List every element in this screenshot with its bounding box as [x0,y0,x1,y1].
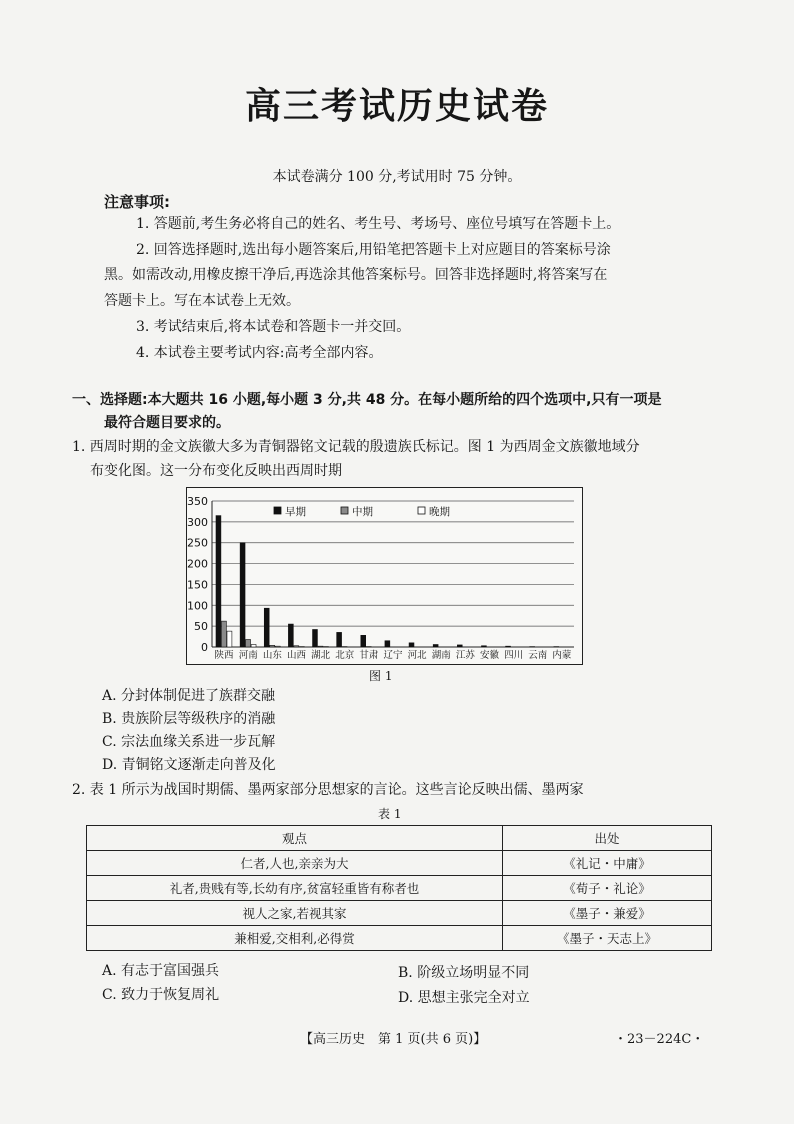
x-tick-label: 山西 [286,650,306,661]
table-row [87,926,712,951]
bar-晚期 [251,644,256,647]
q1-stem-line-1: 1. 西周时期的金文族徽大多为青铜器铭文记载的殷遗族氏标记。图 1 为西周金文族徽地域分 [72,439,640,455]
y-tick-label: 200 [187,557,208,571]
x-tick-label: 江苏 [455,650,475,661]
q2-option-a: A. 有志于富国强兵 [102,963,220,979]
table-caption: 表 1 [378,807,402,821]
q1-option-b: B. 贵族阶层等级秩序的消融 [102,711,276,727]
q1-stem-line-2: 布变化图。这一分布变化反映出西周时期 [90,463,342,479]
q1-option-c: C. 宗法血缘关系进一步瓦解 [102,734,276,750]
notice-line-5: 3. 考试结束后,将本试卷和答题卡一并交回。 [136,319,411,335]
bar-中期 [294,646,299,647]
x-tick-label: 河南 [238,650,258,661]
quote-table [86,825,712,951]
bar-中期 [222,621,227,647]
bar-早期 [409,643,414,647]
bar-晚期 [227,631,232,647]
table-row [87,901,712,926]
q2-stem: 2. 表 1 所示为战国时期儒、墨两家部分思想家的言论。这些言论反映出儒、墨两家 [72,782,584,798]
table-row [87,876,712,901]
exam-subtitle: 本试卷满分 100 分,考试用时 75 分钟。 [272,169,522,185]
bar-早期 [385,641,390,647]
x-tick-label: 山东 [262,650,282,661]
table-row [87,851,712,876]
bar-早期 [264,608,269,647]
x-tick-label: 甘肃 [359,650,379,661]
viewpoint-cell: 礼者,贵贱有等,长幼有序,贫富轻重皆有称者也 [87,876,503,901]
y-tick-label: 0 [201,641,208,654]
bar-中期 [246,639,251,647]
notice-heading: 注意事项: [104,193,170,211]
x-tick-label: 陕西 [214,650,234,661]
notice-line-6: 4. 本试卷主要考试内容:高考全部内容。 [136,345,383,361]
q1-option-d: D. 青铜铭文逐渐走向普及化 [102,757,276,773]
notice-line-2: 2. 回答选择题时,选出每小题答案后,用铅笔把答题卡上对应题目的答案标号涂 [136,242,611,258]
x-tick-label: 北京 [335,650,355,661]
q2-option-d: D. 思想主张完全对立 [398,990,530,1006]
bar-chart [186,487,583,665]
bar-早期 [506,646,511,647]
bar-早期 [288,624,293,647]
bar-早期 [433,644,438,647]
viewpoint-cell: 兼相爱,交相利,必得赏 [87,926,503,951]
viewpoint-cell: 视人之家,若视其家 [87,901,503,926]
bar-早期 [361,635,366,647]
page-title: 高三考试历史试卷 [244,86,549,127]
notice-line-3: 黑。如需改动,用橡皮擦干净后,再选涂其他答案标号。回答非选择题时,将答案写在 [104,267,608,283]
bar-早期 [457,645,462,647]
legend-label: 晚期 [429,506,450,518]
legend-swatch [274,507,281,514]
x-tick-label: 四川 [504,650,524,661]
x-tick-label: 辽宁 [383,650,403,661]
legend-swatch [341,507,348,514]
bar-早期 [216,516,221,647]
y-tick-label: 300 [187,515,208,529]
y-tick-label: 100 [187,599,208,613]
bar-早期 [240,543,245,647]
q2-option-c: C. 致力于恢复周礼 [102,987,220,1003]
header-source: 出处 [503,826,712,851]
bar-早期 [481,646,486,647]
legend-swatch [418,507,425,514]
y-tick-label: 350 [187,495,208,508]
y-tick-label: 150 [187,578,208,592]
header-viewpoint: 观点 [87,826,503,851]
x-tick-label: 云南 [528,650,548,661]
y-tick-label: 250 [187,536,208,550]
x-tick-label: 安徽 [480,650,500,661]
section-heading: 一、选择题:本大题共 16 小题,每小题 3 分,共 48 分。在每小题所给的四个选项中,只有一项是 [72,392,662,408]
page-footer: 【高三历史 第 1 页(共 6 页)】 [300,1032,487,1047]
figure-caption: 图 1 [369,669,393,683]
y-tick-label: 50 [194,620,208,634]
source-cell: 《墨子・天志上》 [503,926,712,951]
viewpoint-cell: 仁者,人也,亲亲为大 [87,851,503,876]
legend-label: 早期 [285,506,306,518]
bar-晚期 [275,646,280,647]
x-tick-label: 河北 [407,650,427,661]
notice-line-1: 1. 答题前,考生务必将自己的姓名、考生号、考场号、座位号填写在答题卡上。 [136,216,621,232]
q2-option-b: B. 阶级立场明显不同 [398,965,530,981]
q1-option-a: A. 分封体制促进了族群交融 [102,688,276,704]
section-heading-cont: 最符合题目要求的。 [104,415,230,431]
source-cell: 《荀子・礼论》 [503,876,712,901]
exam-code: ・23－224C・ [614,1032,705,1047]
bar-早期 [313,629,318,647]
x-tick-label: 湖南 [431,650,451,661]
x-tick-label: 湖北 [311,650,331,661]
legend-label: 中期 [352,506,373,518]
source-cell: 《墨子・兼爱》 [503,901,712,926]
x-tick-label: 内蒙 [552,650,572,661]
notice-line-4: 答题卡上。写在本试卷上无效。 [104,293,300,309]
source-cell: 《礼记・中庸》 [503,851,712,876]
bar-早期 [337,632,342,647]
bar-中期 [270,645,275,647]
bar-中期 [318,646,323,647]
table-header-row [87,826,712,851]
